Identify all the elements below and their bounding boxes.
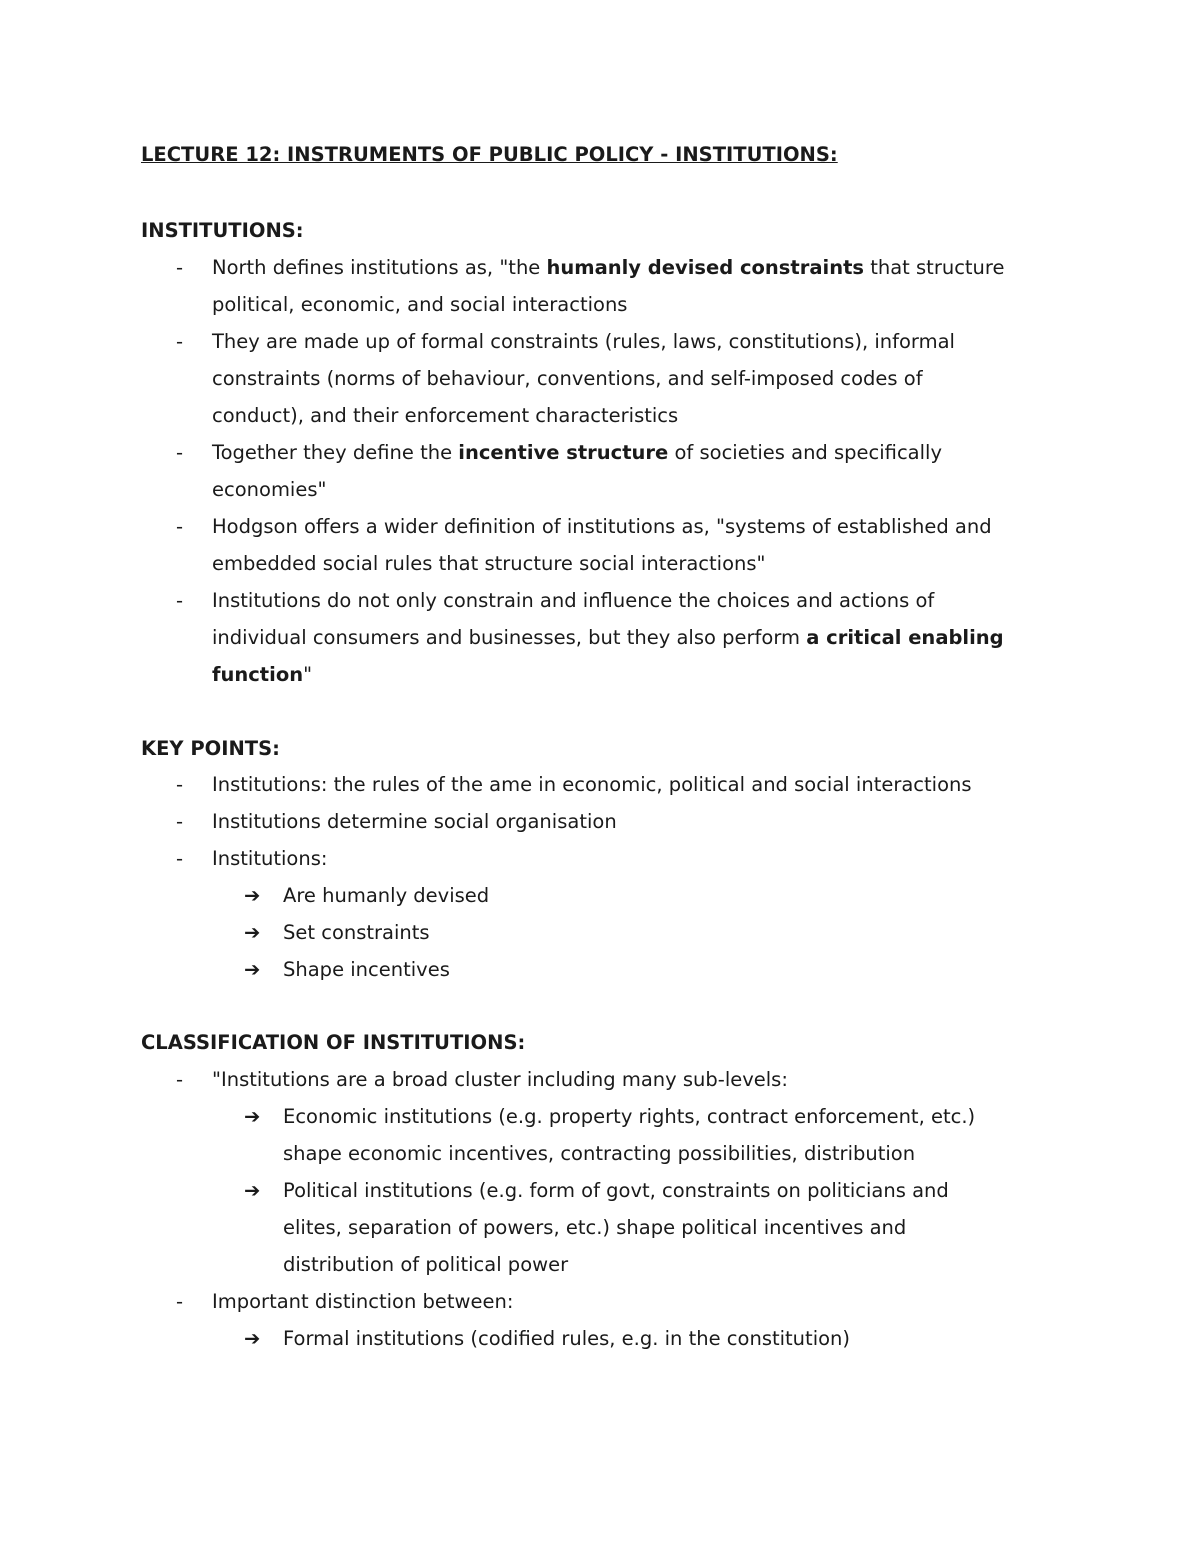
list-item-continuation: individual consumers and businesses, but they also perform a critical enabling (212, 626, 1004, 649)
bullet-dash: - (176, 256, 184, 279)
list-item: Institutions determine social organisation (212, 810, 617, 833)
section-heading-classification: CLASSIFICATION OF INSTITUTIONS: (141, 1031, 526, 1054)
arrow-icon: ➔ (244, 884, 261, 907)
list-item-continuation: embedded social rules that structure social interactions" (212, 552, 766, 575)
list-item: Institutions: the rules of the ame in economic, political and social interactions (212, 773, 972, 796)
bullet-dash: - (176, 441, 184, 464)
sub-list-item: Set constraints (283, 921, 430, 944)
bullet-dash: - (176, 847, 184, 870)
list-item-continuation: function" (212, 663, 313, 686)
arrow-icon: ➔ (244, 1327, 261, 1350)
list-item: Institutions: (212, 847, 328, 870)
sub-list-item: Economic institutions (e.g. property rights, contract enforcement, etc.) (283, 1105, 976, 1128)
bullet-dash: - (176, 810, 184, 833)
list-item-continuation: economies" (212, 478, 327, 501)
bullet-dash: - (176, 589, 184, 612)
arrow-icon: ➔ (244, 1179, 261, 1202)
list-item: Together they define the incentive structure of societies and specifically (212, 441, 943, 464)
bullet-dash: - (176, 1290, 184, 1313)
sub-list-item-continuation: elites, separation of powers, etc.) shape political incentives and (283, 1216, 907, 1239)
bullet-dash: - (176, 1068, 184, 1091)
arrow-icon: ➔ (244, 1105, 261, 1128)
bullet-dash: - (176, 330, 184, 353)
sub-list-item: Shape incentives (283, 958, 450, 981)
list-item: "Institutions are a broad cluster including many sub-levels: (212, 1068, 788, 1091)
sub-list-item-continuation: shape economic incentives, contracting possibilities, distribution (283, 1142, 916, 1165)
list-item: North defines institutions as, "the humanly devised constraints that structure (212, 256, 1005, 279)
bullet-dash: - (176, 773, 184, 796)
sub-list-item-continuation: distribution of political power (283, 1253, 569, 1276)
sub-list-item: Formal institutions (codified rules, e.g. in the constitution) (283, 1327, 851, 1350)
list-item-continuation: conduct), and their enforcement characteristics (212, 404, 679, 427)
arrow-icon: ➔ (244, 921, 261, 944)
sub-list-item: Political institutions (e.g. form of govt, constraints on politicians and (283, 1179, 949, 1202)
arrow-icon: ➔ (244, 958, 261, 981)
list-item-continuation: political, economic, and social interactions (212, 293, 628, 316)
list-item: Institutions do not only constrain and influence the choices and actions of (212, 589, 935, 612)
section-heading-key-points: KEY POINTS: (141, 737, 280, 760)
bullet-dash: - (176, 515, 184, 538)
section-heading-institutions: INSTITUTIONS: (141, 219, 304, 242)
page-title: LECTURE 12: INSTRUMENTS OF PUBLIC POLICY - INSTITUTIONS: (141, 143, 838, 166)
list-item: They are made up of formal constraints (rules, laws, constitutions), informal (212, 330, 955, 353)
sub-list-item: Are humanly devised (283, 884, 490, 907)
list-item-continuation: constraints (norms of behaviour, conventions, and self-imposed codes of (212, 367, 923, 390)
list-item: Hodgson offers a wider definition of institutions as, "systems of established and (212, 515, 992, 538)
list-item: Important distinction between: (212, 1290, 514, 1313)
